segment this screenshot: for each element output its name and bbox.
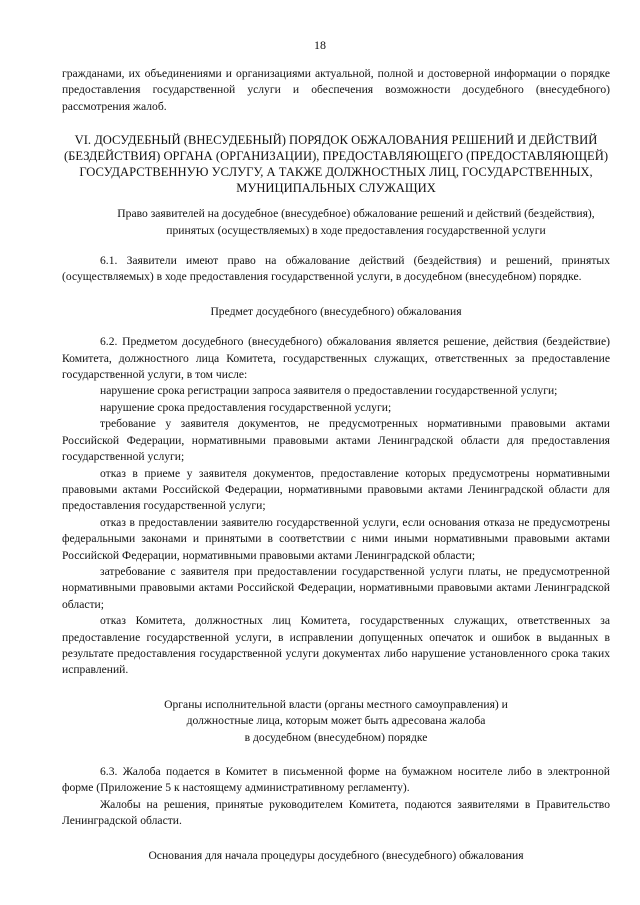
paragraph-6-1: 6.1. Заявители имеют право на обжалование действий (бездействия) и решений, принятых (осуществляемых) в ходе предоставления государственной услуги, в досудебном (внесудебном) порядке. xyxy=(62,254,610,284)
paragraph-6-2-list xyxy=(62,334,610,679)
intro-paragraph: гражданами, их объединениями и организациями актуальной, полной и достоверной информации о порядке предоставления государственной услуги и обеспечения возможности досудебного (внесудебного) рассмотрения жалоб. xyxy=(62,67,610,113)
paragraph-6-3-b: Жалобы на решения, принятые руководителем Комитета, подаются заявителями в Правительство Ленинградской области. xyxy=(62,797,610,828)
paragraph-6-3: 6.3. Жалоба подается в Комитет в письменной форме на бумажном носителе либо в электронной форме (Приложение 5 к настоящему административному регламенту). xyxy=(62,765,610,795)
subheading-organs-line: Органы исполнительной власти (органы местного самоуправления) и xyxy=(164,697,508,711)
list-item: отказ в приеме у заявителя документов, предоставление которых предусмотрены нормативными правовыми актами Российской Федерации, нормативными правовыми актами Ленинградской области для предоставления государственной услуги; xyxy=(62,466,610,513)
subheading-organs xyxy=(62,697,610,746)
subheading-appeal-right: Право заявителей на досудебное (внесудебное) обжалование решений и действий (бездействия), принятых (осуществляемых) в ходе предоставления государственной услуги xyxy=(117,207,595,237)
document-body xyxy=(62,66,610,864)
list-item: затребование с заявителя при предоставлении государственной услуги платы, не предусмотренной нормативными правовыми актами Российской Федерации, нормативными правовыми актами Ленинградской области; xyxy=(62,564,610,611)
subheading-subject: Предмет досудебного (внесудебного) обжалования xyxy=(210,304,462,318)
subheading-grounds: Основания для начала процедуры досудебного (внесудебного) обжалования xyxy=(148,848,524,862)
list-item: требование у заявителя документов, не предусмотренных нормативными правовыми актами Российской Федерации, нормативными правовыми актами Ленинградской области для предоставления государственной услуги; xyxy=(62,417,610,464)
section-title: VI. ДОСУДЕБНЫЙ (ВНЕСУДЕБНЫЙ) ПОРЯДОК ОБЖАЛОВАНИЯ РЕШЕНИЙ И ДЕЙСТВИЙ (БЕЗДЕЙСТВИЯ) ОРГАНА (ОРГАНИЗАЦИИ), ПРЕДОСТАВЛЯЮЩЕГО (ПРЕДОСТАВЛЯЮЩЕЙ) ГОСУДАРСТВЕННУЮ УСЛУГУ, А ТАКЖЕ ДОЛЖНОСТНЫХ ЛИЦ, ГОСУДАРСТВЕННЫХ, МУНИЦИПАЛЬНЫХ СЛУЖАЩИХ xyxy=(63,133,609,196)
list-item: нарушение срока регистрации запроса заявителя о предоставлении государственной услуги; xyxy=(100,384,558,398)
subheading-organs-line: в досудебном (внесудебном) порядке xyxy=(244,730,428,744)
page-number: 18 xyxy=(314,38,326,52)
list-item: нарушение срока предоставления государственной услуги; xyxy=(100,400,392,414)
list-item: отказ в предоставлении заявителю государственной услуги, если основания отказа не предусмотрены федеральными законами и принятыми в соответствии с ними иными нормативными правовыми актами Российской Федерации, нормативными правовыми актами Ленинградской области; xyxy=(62,515,610,562)
list-item: отказ Комитета, должностных лиц Комитета, государственных служащих, ответственных за предоставление государственной услуги, в исправлении допущенных опечаток и ошибок в выданных в результате предоставления государственной услуги документах либо нарушение установленного срока таких исправлений. xyxy=(62,614,610,677)
paragraph-6-2-intro: 6.2. Предметом досудебного (внесудебного) обжалования является решение, действия (бездействие) Комитета, должностного лица Комитета, государственных служащих, ответственных за предоставление государственной услуги, в том числе: xyxy=(62,335,610,382)
subheading-organs-line: должностные лица, которым может быть адресована жалоба xyxy=(186,714,486,728)
